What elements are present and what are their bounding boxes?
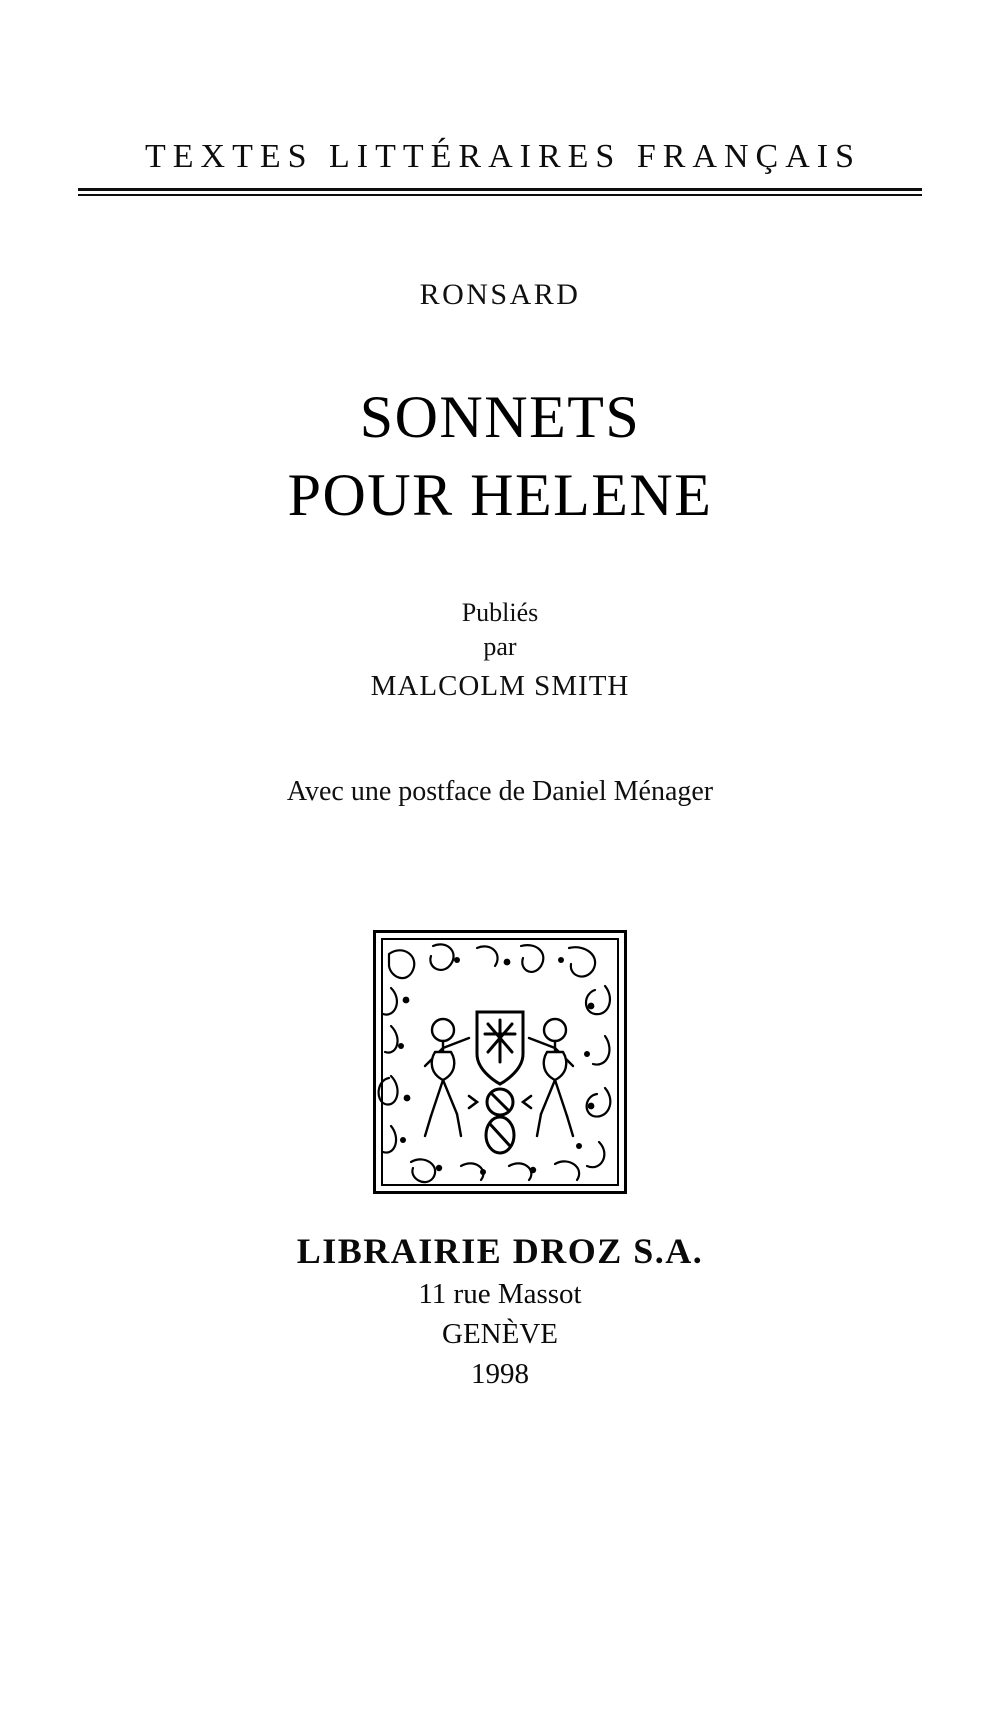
droz-printers-device-icon [373, 930, 627, 1194]
editor-statement [0, 596, 1000, 708]
by-label: par [483, 632, 517, 661]
postface-statement: Avec une postface de Daniel Ménager [286, 776, 714, 807]
series-title: TEXTES LITTÉRAIRES FRANÇAIS [145, 138, 861, 175]
rule-thin-bottom [78, 194, 922, 196]
series-rule-group [0, 188, 1000, 196]
book-title [0, 378, 1000, 534]
publication-year: 1998 [471, 1358, 529, 1390]
publisher-address: 11 rue Massot [418, 1278, 582, 1310]
publisher-name: LIBRAIRIE DROZ S.A. [296, 1231, 704, 1271]
book-title-line-1: SONNETS [359, 384, 641, 450]
published-label: Publiés [461, 598, 539, 627]
publisher-city: GENÈVE [442, 1318, 558, 1350]
series-header [0, 138, 1000, 196]
imprint-block [0, 1228, 1000, 1394]
author-name: RONSARD [419, 278, 581, 311]
editor-name: MALCOLM SMITH [370, 670, 630, 702]
book-title-line-2: POUR HELENE [287, 462, 713, 528]
